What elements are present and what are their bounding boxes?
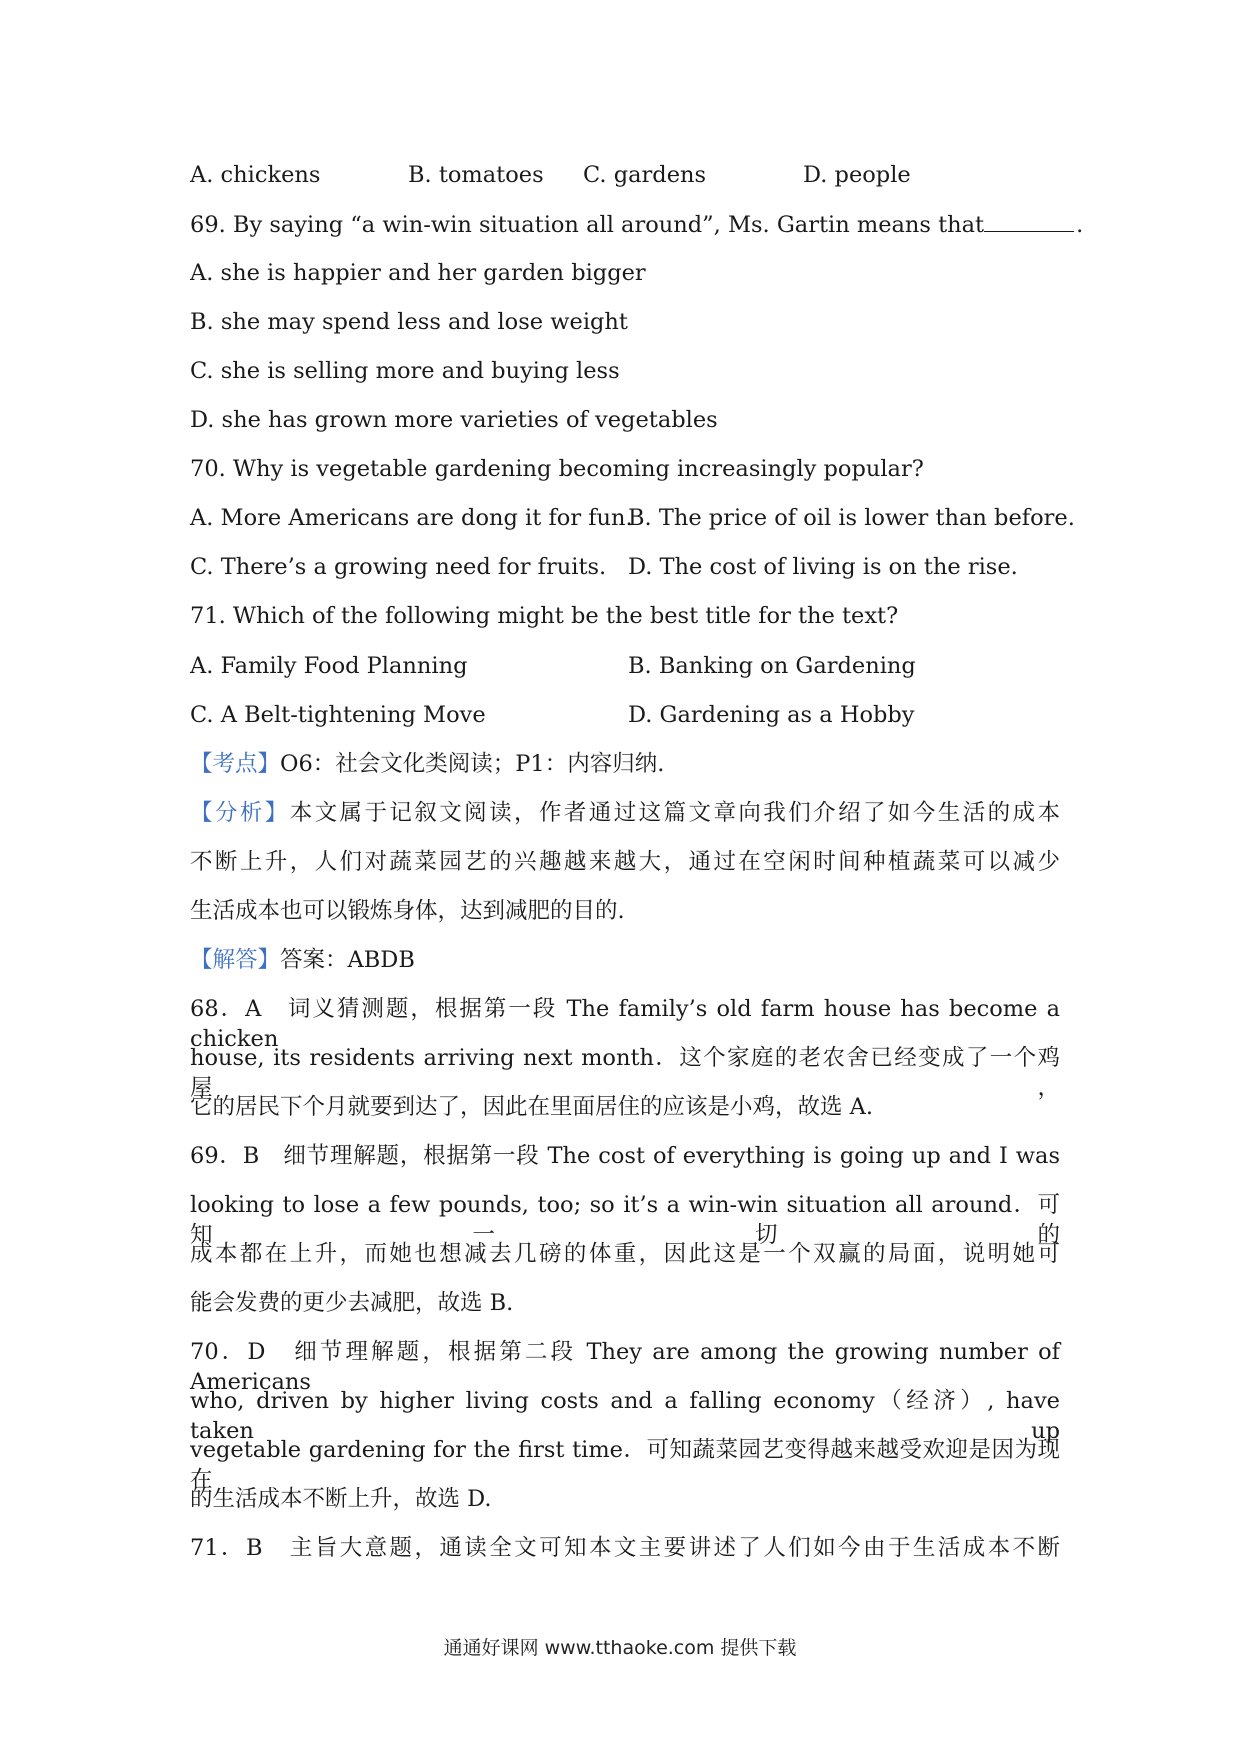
fenxi-tag: 【分析】 bbox=[190, 800, 290, 826]
page-footer: 通通好课网 www.tthaoke.com 提供下载 bbox=[443, 1637, 797, 1659]
explanation-69-line-4: 能会发费的更少去减肥，故选 B. bbox=[190, 1290, 514, 1316]
q68-option-a: A. chickens bbox=[190, 162, 321, 188]
q69-option-a: A. she is happier and her garden bigger bbox=[190, 260, 646, 286]
explanation-70-line-1: 70．D 细节理解题，根据第二段 They are among the growing number of Americans bbox=[190, 1339, 1060, 1395]
q71-option-d: D. Gardening as a Hobby bbox=[628, 702, 915, 728]
explanation-70-line-2: who, driven by higher living costs and a falling economy（经济）, have taken up bbox=[190, 1388, 1060, 1444]
q69-stem bbox=[190, 209, 1084, 240]
kaodian-line bbox=[190, 749, 1060, 779]
explanation-68-line-2: house, its residents arriving next month．这个家庭的老农舍已经变成了一个鸡屋， bbox=[190, 1045, 1060, 1101]
explanation-69-line-3: 成本都在上升，而她也想减去几磅的体重，因此这是一个双赢的局面，说明她可 bbox=[190, 1241, 1060, 1267]
q68-option-c: C. gardens bbox=[583, 162, 707, 188]
q71-stem: 71. Which of the following might be the best title for the text? bbox=[190, 603, 899, 629]
kaodian-text: O6：社会文化类阅读；P1：内容归纳. bbox=[280, 751, 665, 777]
explanation-69-line-1: 69．B 细节理解题，根据第一段 The cost of everything is going up and I was bbox=[190, 1143, 1060, 1169]
jieda-line bbox=[190, 945, 1060, 975]
q70-stem: 70. Why is vegetable gardening becoming increasingly popular? bbox=[190, 456, 924, 482]
q69-option-c: C. she is selling more and buying less bbox=[190, 358, 620, 384]
q71-option-b: B. Banking on Gardening bbox=[628, 653, 916, 679]
fenxi-line-1 bbox=[190, 798, 1060, 828]
jieda-text: 答案：ABDB bbox=[280, 947, 415, 973]
q69-stem-text: 69. By saying “a win-win situation all around”, Ms. Gartin means that bbox=[190, 212, 985, 238]
q70-option-b: B. The price of oil is lower than before. bbox=[628, 505, 1075, 531]
fenxi-line-2: 不断上升，人们对蔬菜园艺的兴趣越来越大，通过在空闲时间种植蔬菜可以减少 bbox=[190, 849, 1060, 875]
explanation-71-line-1: 71．B 主旨大意题，通读全文可知本文主要讲述了人们如今由于生活成本不断 bbox=[190, 1535, 1060, 1561]
explanation-68-line-1: 68．A 词义猜测题，根据第一段 The family’s old farm house has become a chicken bbox=[190, 996, 1060, 1052]
answer-blank bbox=[984, 209, 1074, 232]
q69-stem-end: . bbox=[1076, 212, 1084, 238]
kaodian-tag: 【考点】 bbox=[190, 751, 281, 777]
fenxi-line-3: 生活成本也可以锻炼身体，达到减肥的目的. bbox=[190, 898, 625, 924]
q68-option-b: B. tomatoes bbox=[408, 162, 544, 188]
q68-option-d: D. people bbox=[803, 162, 911, 188]
explanation-68-line-3: 它的居民下个月就要到达了，因此在里面居住的应该是小鸡，故选 A. bbox=[190, 1094, 874, 1120]
q71-option-a: A. Family Food Planning bbox=[190, 653, 468, 679]
q69-option-d: D. she has grown more varieties of vegetables bbox=[190, 407, 718, 433]
explanation-70-line-3: vegetable gardening for the first time．可知蔬菜园艺变得越来越受欢迎是因为现在 bbox=[190, 1437, 1060, 1493]
q69-option-b: B. she may spend less and lose weight bbox=[190, 309, 628, 335]
q70-option-c: C. There’s a growing need for fruits. bbox=[190, 554, 607, 580]
q71-option-c: C. A Belt-tightening Move bbox=[190, 702, 486, 728]
q70-option-a: A. More Americans are dong it for fun. bbox=[190, 505, 633, 531]
fenxi-text-1: 本文属于记叙文阅读，作者通过这篇文章向我们介绍了如今生活的成本 bbox=[289, 800, 1060, 826]
explanation-70-line-4: 的生活成本不断上升，故选 D. bbox=[190, 1486, 492, 1512]
explanation-69-line-2: looking to lose a few pounds, too; so it’s a win-win situation all around．可知一切的 bbox=[190, 1192, 1060, 1248]
jieda-tag: 【解答】 bbox=[190, 947, 281, 973]
q70-option-d: D. The cost of living is on the rise. bbox=[628, 554, 1018, 580]
